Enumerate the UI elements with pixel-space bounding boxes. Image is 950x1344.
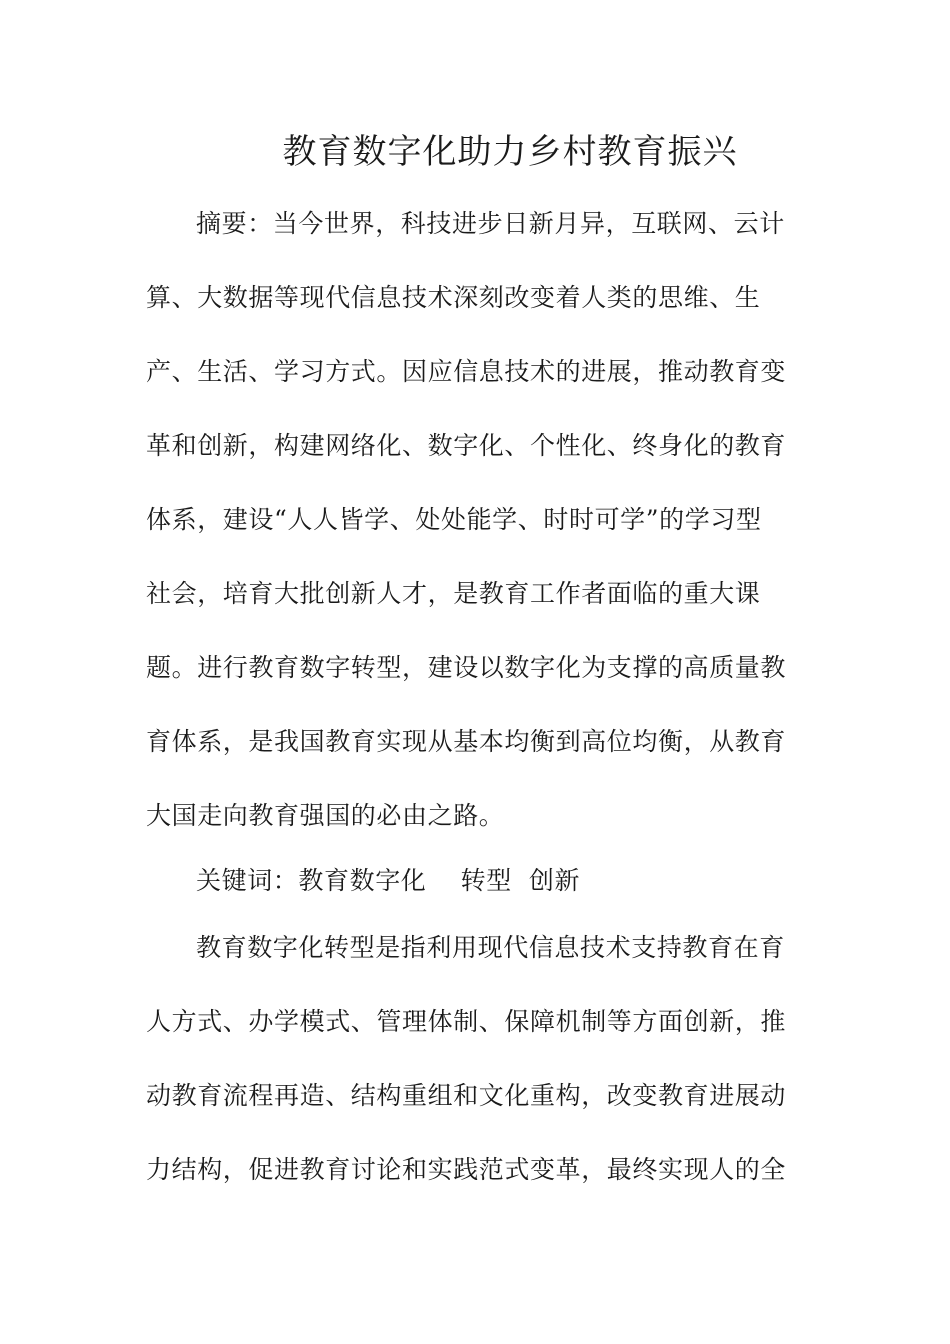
keywords-line: 关键词：教育数字化 转型 创新 xyxy=(196,866,581,895)
body-line: 动教育流程再造、结构重组和文化重构，改变教育进展动 xyxy=(146,1081,787,1110)
document-title: 教育数字化助力乡村教育振兴 xyxy=(282,132,738,172)
abstract-line: 算、大数据等现代信息技术深刻改变着人类的思维、生 xyxy=(146,283,761,312)
abstract-line: 革和创新，构建网络化、数字化、个性化、终身化的教育 xyxy=(146,431,787,460)
body-line: 力结构，促进教育讨论和实践范式变革，最终实现人的全 xyxy=(146,1155,787,1184)
abstract-line: 题。进行教育数字转型，建设以数字化为支撑的高质量教 xyxy=(146,653,787,682)
body-line: 教育数字化转型是指利用现代信息技术支持教育在育 xyxy=(196,933,785,962)
abstract-line: 产、生活、学习方式。因应信息技术的进展，推动教育变 xyxy=(146,357,787,386)
abstract-line: 育体系，是我国教育实现从基本均衡到高位均衡，从教育 xyxy=(146,727,787,756)
abstract-line: 摘要：当今世界，科技进步日新月异，互联网、云计 xyxy=(196,209,785,238)
abstract-line: 体系，建设“人人皆学、处处能学、时时可学”的学习型 xyxy=(146,505,762,534)
abstract-paragraph xyxy=(146,206,786,872)
body-paragraph xyxy=(146,930,786,1226)
abstract-line: 社会，培育大批创新人才，是教育工作者面临的重大课 xyxy=(146,579,761,608)
body-line: 人方式、办学模式、管理体制、保障机制等方面创新，推 xyxy=(146,1007,787,1036)
abstract-line: 大国走向教育强国的必由之路。 xyxy=(146,801,505,830)
